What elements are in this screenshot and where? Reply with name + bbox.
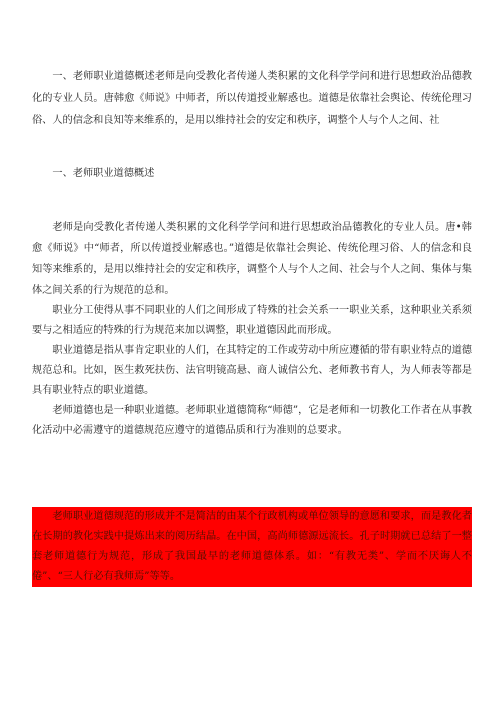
abstract-paragraph: 一、老师职业道德概述老师是向受教化者传递人类积累的文化科学学问和进行思想政治品德教化的专业人员。唐韩愈《师说》中师者，所以传道授业解惑也。道德是依靠社会舆论、传统伦理习俗、人的信念和良知等来维系的，是用以维持社会的安定和秩序，调整个人与个人之间、社 — [32, 71, 472, 126]
body-paragraph: 职业道德是指从事肯定职业的人们，在其特定的工作或劳动中所应遵循的带有职业特点的道德规范总和。比如，医生救死扶伤、法官明镜高悬、商人诚信公允、老师教书育人，为人师表等都是具有职业特点的职业道德。 — [32, 345, 472, 396]
body-paragraph: 老师是向受教化者传递人类积累的文化科学学问和进行思想政治品德教化的专业人员。唐•韩愈《师说》中“师者，所以传道授业解惑也。”道德是依靠社会舆论、传统伦理习俗、人的信念和良知等来维系的，是用以维持社会的安定和秩序，调整个人与个人之间、社会与个人之间、集体与集体之间关系的行为规范的总和。 — [32, 222, 472, 296]
body-paragraph: 职业分工使得从事不同职业的人们之间形成了特殊的社会关系一一职业关系，这种职业关系须要与之相适应的特殊的行为规范来加以调整，职业道德因此而形成。 — [32, 305, 472, 336]
highlighted-block — [32, 507, 472, 587]
body-paragraph: 老师道德也是一种职业道德。老师职业道德简称“师德”，它是老师和一切教化工作者在从事教化活动中必需遵守的道德规范应遵守的道德品质和行为准则的总要求。 — [32, 405, 472, 436]
section-heading: 一、老师职业道德概述 — [52, 168, 155, 179]
highlighted-paragraph: 老师职业道德规范的形成并不是简洁的由某个行政机构或单位领导的意愿和要求，而是教化者在长期的教化实践中提炼出来的阅历结晶。在中国，高尚师德源远流长。孔子时期就已总结了一整套老师道德行为规范，形成了我国最早的老师道德体系。如：“有教无类”、学而不厌诲人不倦”、“三人行必有我师焉”等等。 — [32, 511, 472, 582]
section-body — [32, 217, 472, 441]
